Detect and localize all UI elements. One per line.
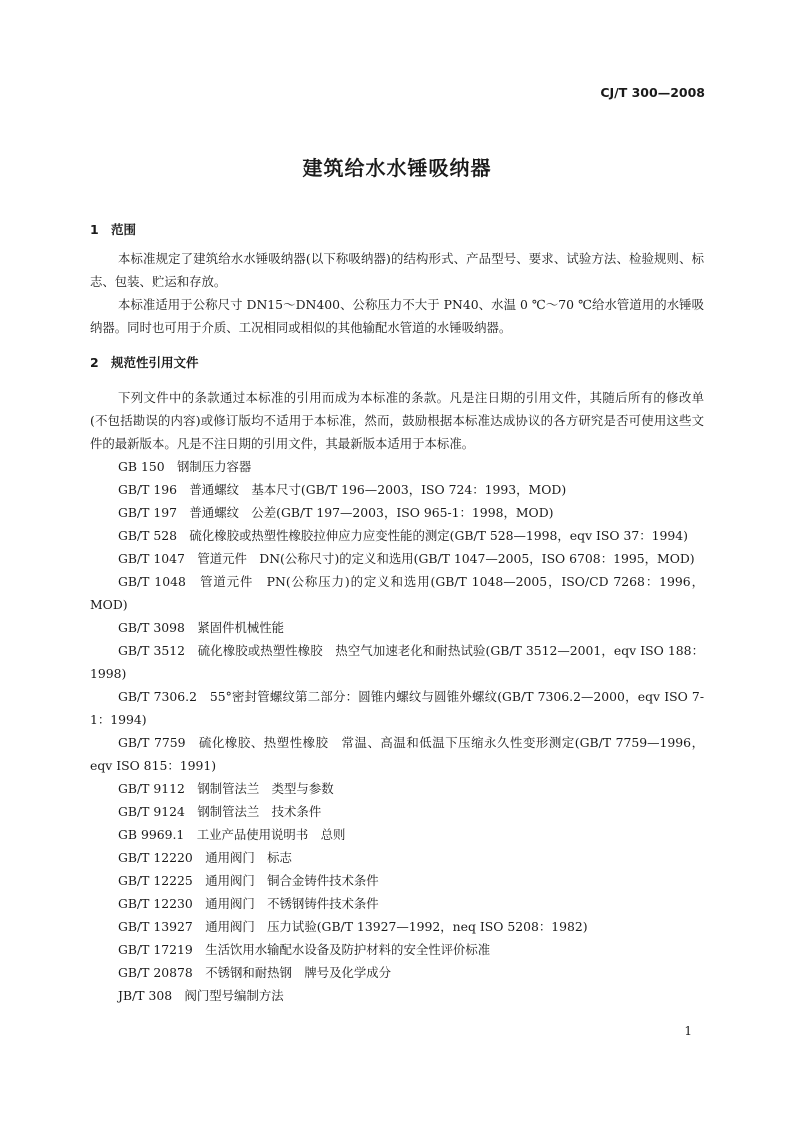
reference-name: 通用阀门 不锈钢铸件技术条件	[205, 896, 379, 911]
reference-code: GB/T 9112	[118, 781, 185, 796]
reference-code: GB/T 9124	[118, 804, 185, 819]
reference-code: GB/T 3098	[118, 620, 185, 635]
reference-code: GB/T 197	[118, 505, 178, 520]
section-1-number: 1	[90, 222, 99, 237]
reference-code: GB/T 7306.2	[118, 689, 197, 704]
normative-references-list	[90, 455, 704, 1007]
reference-item	[90, 961, 704, 984]
reference-item	[90, 915, 704, 938]
section-2-title: 规范性引用文件	[111, 355, 199, 370]
section-2-heading	[90, 353, 199, 371]
reference-code: GB/T 12230	[118, 896, 193, 911]
reference-name: 硫化橡胶或热塑性橡胶 热空气加速老化和耐热试验(GB/T 3512—2001，eqv ISO 188：1998)	[90, 643, 704, 681]
reference-item	[90, 869, 704, 892]
reference-item	[90, 823, 704, 846]
reference-name: 钢制管法兰 类型与参数	[197, 781, 334, 796]
reference-item	[90, 570, 704, 616]
reference-item	[90, 547, 704, 570]
reference-item	[90, 455, 704, 478]
standard-number: CJ/T 300—2008	[600, 85, 705, 100]
reference-item	[90, 731, 704, 777]
reference-code: GB/T 7759	[118, 735, 186, 750]
reference-name: 阀门型号编制方法	[184, 988, 284, 1003]
reference-code: GB/T 3512	[118, 643, 186, 658]
reference-code: GB/T 528	[118, 528, 178, 543]
reference-code: GB/T 12225	[118, 873, 193, 888]
document-title: 建筑给水水锤吸纳器	[302, 156, 492, 180]
reference-name: 生活饮用水输配水设备及防护材料的安全性评价标准	[205, 942, 491, 957]
reference-item	[90, 639, 704, 685]
reference-code: GB/T 12220	[118, 850, 193, 865]
reference-name: 不锈钢和耐热钢 牌号及化学成分	[205, 965, 392, 980]
reference-code: GB/T 1047	[118, 551, 185, 566]
reference-name: 紧固件机械性能	[197, 620, 285, 635]
reference-code: GB 150	[118, 459, 165, 474]
section-1-paragraph-2: 本标准适用于公称尺寸 DN15～DN400、公称压力不大于 PN40、水温 0 ℃～70 ℃给水管道用的水锤吸纳器。同时也可用于介质、工况相同或相似的其他输配水管道的水锤吸纳器。	[90, 297, 704, 335]
reference-item	[90, 524, 704, 547]
reference-name: 管道元件 DN(公称尺寸)的定义和选用(GB/T 1047—2005，ISO 6708：1995，MOD)	[197, 551, 695, 566]
reference-name: 普通螺纹 公差(GB/T 197—2003，ISO 965-1：1998，MOD)	[189, 505, 554, 520]
reference-name: 通用阀门 标志	[205, 850, 292, 865]
reference-name: 管道元件 PN(公称压力)的定义和选用(GB/T 1048—2005，ISO/CD 7268：1996，MOD)	[90, 574, 705, 612]
reference-item	[90, 938, 704, 961]
reference-item	[90, 478, 704, 501]
reference-item	[90, 616, 704, 639]
reference-name: 硫化橡胶、热塑性橡胶 常温、高温和低温下压缩永久性变形测定(GB/T 7759—1996，eqv ISO 815：1991)	[90, 735, 705, 773]
reference-item	[90, 846, 704, 869]
reference-item	[90, 800, 704, 823]
section-2-paragraph-1: 下列文件中的条款通过本标准的引用而成为本标准的条款。凡是注日期的引用文件，其随后所有的修改单(不包括勘误的内容)或修订版均不适用于本标准，然而，鼓励根据本标准达成协议的各方研究是否可使用这些文件的最新版本。凡是不注日期的引用文件，其最新版本适用于本标准。	[90, 390, 704, 451]
reference-item	[90, 984, 704, 1007]
reference-name: 普通螺纹 基本尺寸(GB/T 196—2003，ISO 724：1993，MOD)	[189, 482, 567, 497]
section-1-paragraph-1: 本标准规定了建筑给水水锤吸纳器(以下称吸纳器)的结构形式、产品型号、要求、试验方法、检验规则、标志、包装、贮运和存放。	[90, 251, 704, 289]
reference-code: GB 9969.1	[118, 827, 185, 842]
section-1-heading	[90, 220, 136, 238]
reference-code: GB/T 20878	[118, 965, 193, 980]
reference-name: 钢制管法兰 技术条件	[197, 804, 322, 819]
reference-item	[90, 892, 704, 915]
reference-item	[90, 685, 704, 731]
reference-item	[90, 501, 704, 524]
section-1-title: 范围	[111, 222, 137, 237]
reference-code: JB/T 308	[118, 988, 173, 1003]
page-number: 1	[684, 1024, 692, 1038]
reference-name: 钢制压力容器	[176, 459, 252, 474]
reference-name: 工业产品使用说明书 总则	[196, 827, 346, 842]
reference-item	[90, 777, 704, 800]
section-2-number: 2	[90, 355, 99, 370]
reference-code: GB/T 1048	[118, 574, 186, 589]
reference-name: 通用阀门 压力试验(GB/T 13927—1992，neq ISO 5208：1982)	[205, 919, 588, 934]
reference-name: 硫化橡胶或热塑性橡胶拉伸应力应变性能的测定(GB/T 528—1998，eqv ISO 37：1994)	[189, 528, 689, 543]
reference-code: GB/T 13927	[118, 919, 193, 934]
reference-name: 55°密封管螺纹第二部分：圆锥内螺纹与圆锥外螺纹(GB/T 7306.2—2000，eqv ISO 7-1：1994)	[90, 689, 705, 727]
reference-name: 通用阀门 铜合金铸件技术条件	[205, 873, 379, 888]
reference-code: GB/T 17219	[118, 942, 193, 957]
reference-code: GB/T 196	[118, 482, 178, 497]
